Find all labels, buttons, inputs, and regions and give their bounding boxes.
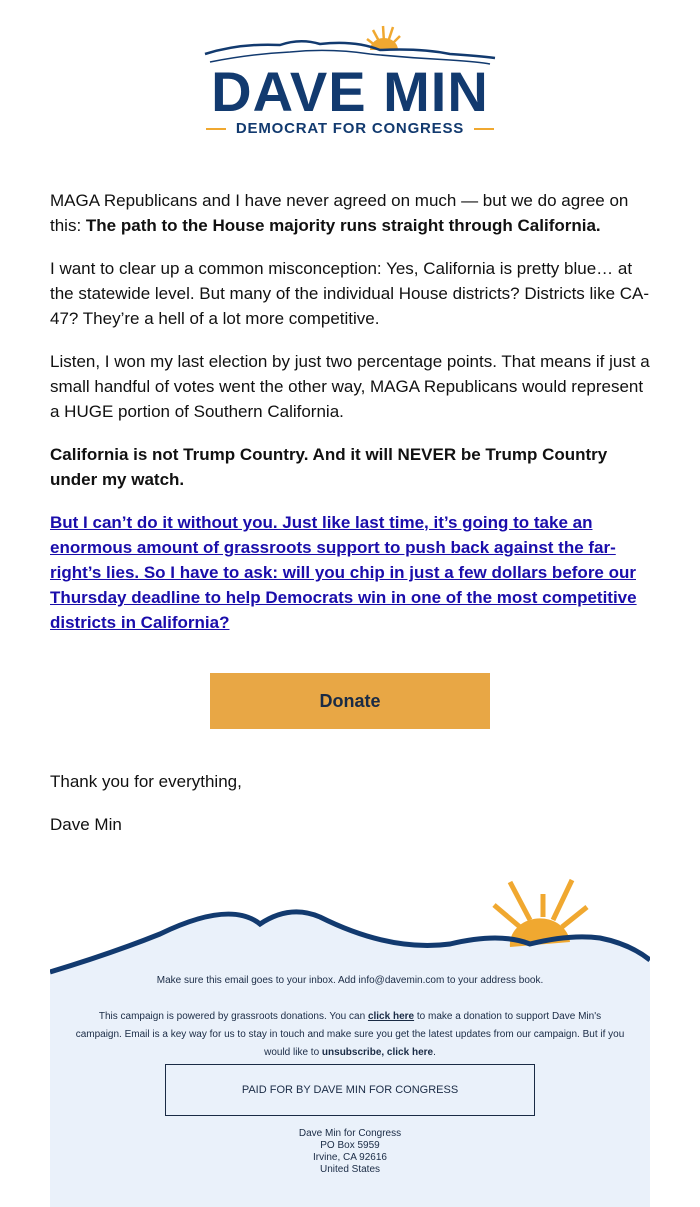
donation-link[interactable]: click here <box>367 1011 415 1022</box>
paragraph-2: I want to clear up a common misconception: Yes, California is pretty blue… at the statewide level. But many of the individual House districts? Districts like CA-47? They’re a hell of a lot more competitive. <box>50 259 650 328</box>
paragraph-5 <box>50 510 650 635</box>
p1-bold: The path to the House majority runs straight through California. <box>85 216 601 235</box>
powered-text-3: . <box>433 1047 436 1058</box>
campaign-logo <box>190 18 510 143</box>
footer-text <box>50 972 650 1176</box>
address-line: PO Box 5959 <box>320 1140 380 1151</box>
paid-for-disclaimer: PAID FOR BY DAVE MIN FOR CONGRESS <box>165 1064 535 1116</box>
paragraph-4 <box>50 442 650 492</box>
donate-appeal-link[interactable]: But I can’t do it without you. Just like last time, it’s going to take an enormous amount of grassroots support to push back against the far-right’s lies. So I have to ask: will you chip in just a few dollars before our Thursday deadline to help Democrats win in one of the most competitive districts in California? <box>50 513 637 632</box>
address-line: Dave Min for Congress <box>298 1128 402 1139</box>
unsubscribe-link[interactable]: unsubscribe, click here <box>321 1047 434 1058</box>
email-body <box>50 188 650 855</box>
paragraph-3: Listen, I won my last election by just two percentage points. That means if just a small handful of votes went the other way, MAGA Republicans would represent a HUGE portion of Southern California. <box>50 352 650 421</box>
signature: Dave Min <box>50 815 122 834</box>
inbox-note: Make sure this email goes to your inbox. Add info@davemin.com to your address book. <box>156 975 544 986</box>
powered-note <box>50 1008 650 1062</box>
mailing-address <box>50 1128 650 1176</box>
tagline-text: DEMOCRAT FOR CONGRESS <box>235 120 465 137</box>
p1-text: MAGA Republicans and I have never agreed on much — but we do agree on this: <box>50 191 629 235</box>
logo-tagline <box>190 120 510 137</box>
paragraph-1 <box>50 188 650 238</box>
closing: Thank you for everything, <box>50 772 242 791</box>
address-line: Irvine, CA 92616 <box>313 1152 387 1163</box>
address-line: United States <box>319 1164 381 1175</box>
powered-text-1: This campaign is powered by grassroots donations. You can <box>98 1011 368 1022</box>
footer <box>50 872 650 1207</box>
p4-bold: California is not Trump Country. And it will NEVER be Trump Country under my watch. <box>50 445 608 489</box>
donate-button[interactable]: Donate <box>210 673 490 729</box>
logo-name: DAVE MIN <box>211 60 489 123</box>
powered-text-2: to make a donation to support Dave Min's campaign. Email is a key way for us to stay in touch and make sure you get the latest updates from our campaign. But if you would like to <box>75 1011 625 1058</box>
